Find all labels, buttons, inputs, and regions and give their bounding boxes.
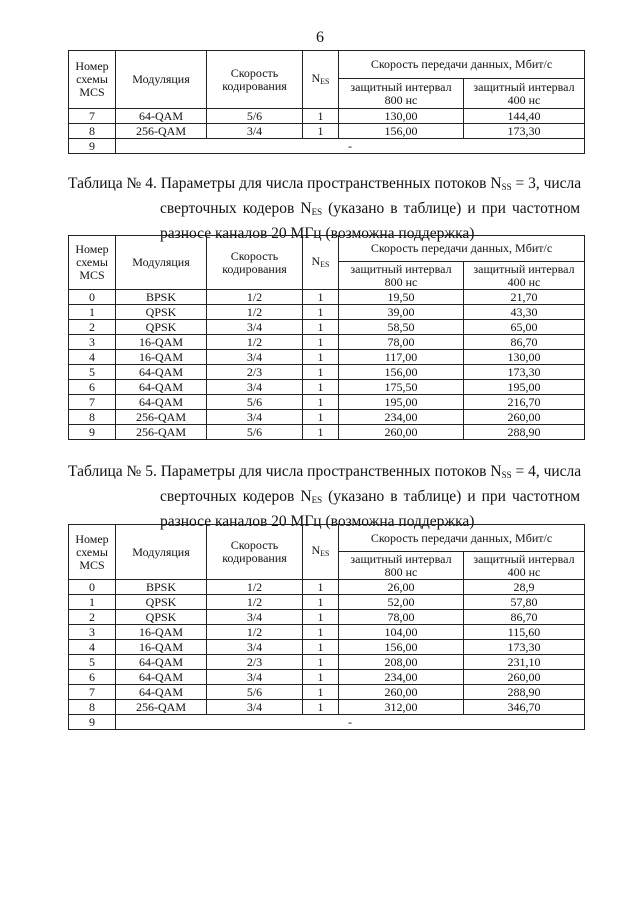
cell-nes: 1 [303,395,339,410]
table-row [69,380,585,395]
table-row-mcs: 9 [69,139,116,154]
table-row-empty-dash: - [116,139,585,154]
table-row [69,124,585,139]
cell-speed-800: 175,50 [339,380,464,395]
table-row [69,305,585,320]
cell-nes: 1 [303,580,339,595]
cell-speed-400: 231,10 [464,655,585,670]
header-coding-rate: Скорость кодирования [207,236,303,290]
table-4-caption: Таблица № 4. Параметры для числа пространственных потоков $N_{SS} = 3$, числа сверточных кодеров $N_{ES}$ (указано в таблице) и при частотном разносе каналов 20 МГц (возможна поддержка) [68,175,582,242]
cell-speed-400: 86,70 [464,610,585,625]
cell-mcs: 7 [69,685,116,700]
cell-coding-rate: 3/4 [207,320,303,335]
cell-modulation: 16-QAM [116,625,207,640]
cell-mcs: 8 [69,124,116,139]
header-mcs: Номер схемы MCS [69,525,116,580]
cell-nes: 1 [303,124,339,139]
cell-speed-400: 173,30 [464,640,585,655]
cell-coding-rate: 5/6 [207,395,303,410]
cell-modulation: 64-QAM [116,655,207,670]
cell-speed-800: 78,00 [339,335,464,350]
cell-coding-rate: 3/4 [207,410,303,425]
cell-coding-rate: 1/2 [207,625,303,640]
cell-modulation: 16-QAM [116,335,207,350]
cell-nes: 1 [303,290,339,305]
cell-nes: 1 [303,365,339,380]
table-5-caption: Таблица № 5. Параметры для числа пространственных потоков $N_{SS} = 4$, числа сверточных кодеров $N_{ES}$ (указано в таблице) и при частотном разносе каналов 20 МГц (возможна поддержка) [68,463,582,530]
header-modulation: Модуляция [116,525,207,580]
cell-speed-800: 78,00 [339,610,464,625]
cell-modulation: 16-QAM [116,350,207,365]
table-row [69,580,585,595]
cell-nes: 1 [303,700,339,715]
cell-mcs: 8 [69,410,116,425]
cell-modulation: QPSK [116,320,207,335]
cell-nes: 1 [303,625,339,640]
cell-modulation: 256-QAM [116,425,207,440]
cell-coding-rate: 3/4 [207,700,303,715]
header-gi-400: защитный интервал 400 нс [464,79,585,109]
header-gi-800: защитный интервал 800 нс [339,552,464,580]
cell-mcs: 6 [69,380,116,395]
cell-speed-400: 43,30 [464,305,585,320]
cell-mcs: 1 [69,305,116,320]
cell-speed-800: 26,00 [339,580,464,595]
table-row [69,290,585,305]
header-mcs: Номер схемы MCS [69,51,116,109]
table-continued [68,50,585,154]
cell-speed-800: 156,00 [339,365,464,380]
cell-coding-rate: 1/2 [207,290,303,305]
header-nes: $N_{ES}$ [303,51,339,109]
cell-coding-rate: 5/6 [207,425,303,440]
cell-coding-rate: 3/4 [207,610,303,625]
table-row-empty-dash: - [116,715,585,730]
cell-speed-800: 260,00 [339,425,464,440]
header-gi-800: защитный интервал 800 нс [339,262,464,290]
cell-mcs: 5 [69,365,116,380]
header-nes: $N_{ES}$ [303,236,339,290]
cell-speed-400: 130,00 [464,350,585,365]
cell-coding-rate: 1/2 [207,335,303,350]
cell-speed-400: 173,30 [464,124,585,139]
cell-modulation: 64-QAM [116,395,207,410]
header-mcs: Номер схемы MCS [69,236,116,290]
cell-coding-rate: 5/6 [207,685,303,700]
cell-modulation: 64-QAM [116,670,207,685]
cell-speed-400: 260,00 [464,410,585,425]
cell-speed-800: 312,00 [339,700,464,715]
table-row [69,109,585,124]
cell-nes: 1 [303,685,339,700]
table-row [69,700,585,715]
header-speed: Скорость передачи данных, Мбит/с [339,236,585,262]
table-row [69,410,585,425]
cell-nes: 1 [303,595,339,610]
cell-nes: 1 [303,610,339,625]
cell-modulation: QPSK [116,610,207,625]
cell-mcs: 2 [69,320,116,335]
cell-nes: 1 [303,350,339,365]
cell-modulation: QPSK [116,595,207,610]
cell-coding-rate: 2/3 [207,365,303,380]
cell-modulation: 64-QAM [116,109,207,124]
cell-speed-400: 216,70 [464,395,585,410]
cell-speed-400: 28,9 [464,580,585,595]
cell-speed-400: 288,90 [464,685,585,700]
table-row [69,655,585,670]
table-row [69,670,585,685]
cell-mcs: 7 [69,395,116,410]
cell-speed-400: 260,00 [464,670,585,685]
cell-mcs: 2 [69,610,116,625]
table-row [69,335,585,350]
cell-speed-400: 195,00 [464,380,585,395]
cell-nes: 1 [303,109,339,124]
cell-modulation: 256-QAM [116,700,207,715]
header-gi-400: защитный интервал 400 нс [464,262,585,290]
cell-modulation: BPSK [116,580,207,595]
table-row [69,320,585,335]
cell-speed-400: 173,30 [464,365,585,380]
cell-coding-rate: 1/2 [207,580,303,595]
cell-nes: 1 [303,640,339,655]
header-coding-rate: Скорость кодирования [207,525,303,580]
cell-speed-800: 234,00 [339,670,464,685]
cell-mcs: 5 [69,655,116,670]
table-row [69,595,585,610]
cell-speed-800: 104,00 [339,625,464,640]
cell-modulation: 64-QAM [116,380,207,395]
cell-nes: 1 [303,410,339,425]
cell-coding-rate: 5/6 [207,109,303,124]
cell-mcs: 0 [69,290,116,305]
cell-speed-800: 156,00 [339,124,464,139]
cell-speed-800: 58,50 [339,320,464,335]
cell-nes: 1 [303,305,339,320]
cell-speed-400: 65,00 [464,320,585,335]
cell-speed-400: 144,40 [464,109,585,124]
cell-speed-800: 234,00 [339,410,464,425]
cell-mcs: 7 [69,109,116,124]
cell-speed-800: 52,00 [339,595,464,610]
cell-nes: 1 [303,320,339,335]
table-row [69,610,585,625]
table-row [69,350,585,365]
header-modulation: Модуляция [116,236,207,290]
table-row [69,395,585,410]
cell-modulation: 256-QAM [116,124,207,139]
cell-speed-800: 130,00 [339,109,464,124]
header-speed: Скорость передачи данных, Мбит/с [339,51,585,79]
cell-coding-rate: 1/2 [207,595,303,610]
table-row [69,425,585,440]
header-modulation: Модуляция [116,51,207,109]
table-5 [68,524,585,730]
cell-modulation: 16-QAM [116,640,207,655]
table-row [69,365,585,380]
cell-nes: 1 [303,425,339,440]
cell-modulation: BPSK [116,290,207,305]
cell-modulation: 256-QAM [116,410,207,425]
cell-mcs: 8 [69,700,116,715]
cell-modulation: 64-QAM [116,365,207,380]
header-speed: Скорость передачи данных, Мбит/с [339,525,585,552]
cell-coding-rate: 3/4 [207,124,303,139]
cell-speed-800: 117,00 [339,350,464,365]
cell-mcs: 4 [69,350,116,365]
cell-mcs: 3 [69,335,116,350]
table-row [69,625,585,640]
cell-speed-400: 86,70 [464,335,585,350]
table-row-mcs: 9 [69,715,116,730]
cell-coding-rate: 3/4 [207,350,303,365]
cell-modulation: 64-QAM [116,685,207,700]
cell-nes: 1 [303,655,339,670]
table-row [69,640,585,655]
cell-mcs: 9 [69,425,116,440]
header-gi-400: защитный интервал 400 нс [464,552,585,580]
cell-nes: 1 [303,380,339,395]
cell-coding-rate: 3/4 [207,380,303,395]
cell-speed-400: 21,70 [464,290,585,305]
cell-modulation: QPSK [116,305,207,320]
cell-mcs: 0 [69,580,116,595]
cell-speed-800: 156,00 [339,640,464,655]
cell-mcs: 6 [69,670,116,685]
cell-speed-800: 19,50 [339,290,464,305]
table-row [69,685,585,700]
cell-speed-400: 288,90 [464,425,585,440]
cell-mcs: 3 [69,625,116,640]
cell-nes: 1 [303,335,339,350]
header-coding-rate: Скорость кодирования [207,51,303,109]
table-4 [68,235,585,440]
header-gi-800: защитный интервал 800 нс [339,79,464,109]
cell-mcs: 1 [69,595,116,610]
cell-coding-rate: 2/3 [207,655,303,670]
cell-coding-rate: 3/4 [207,640,303,655]
cell-coding-rate: 1/2 [207,305,303,320]
cell-nes: 1 [303,670,339,685]
cell-speed-800: 195,00 [339,395,464,410]
cell-mcs: 4 [69,640,116,655]
cell-speed-800: 39,00 [339,305,464,320]
header-nes: $N_{ES}$ [303,525,339,580]
cell-coding-rate: 3/4 [207,670,303,685]
cell-speed-400: 346,70 [464,700,585,715]
cell-speed-800: 208,00 [339,655,464,670]
page-number: 6 [316,29,324,46]
cell-speed-400: 115,60 [464,625,585,640]
cell-speed-800: 260,00 [339,685,464,700]
cell-speed-400: 57,80 [464,595,585,610]
